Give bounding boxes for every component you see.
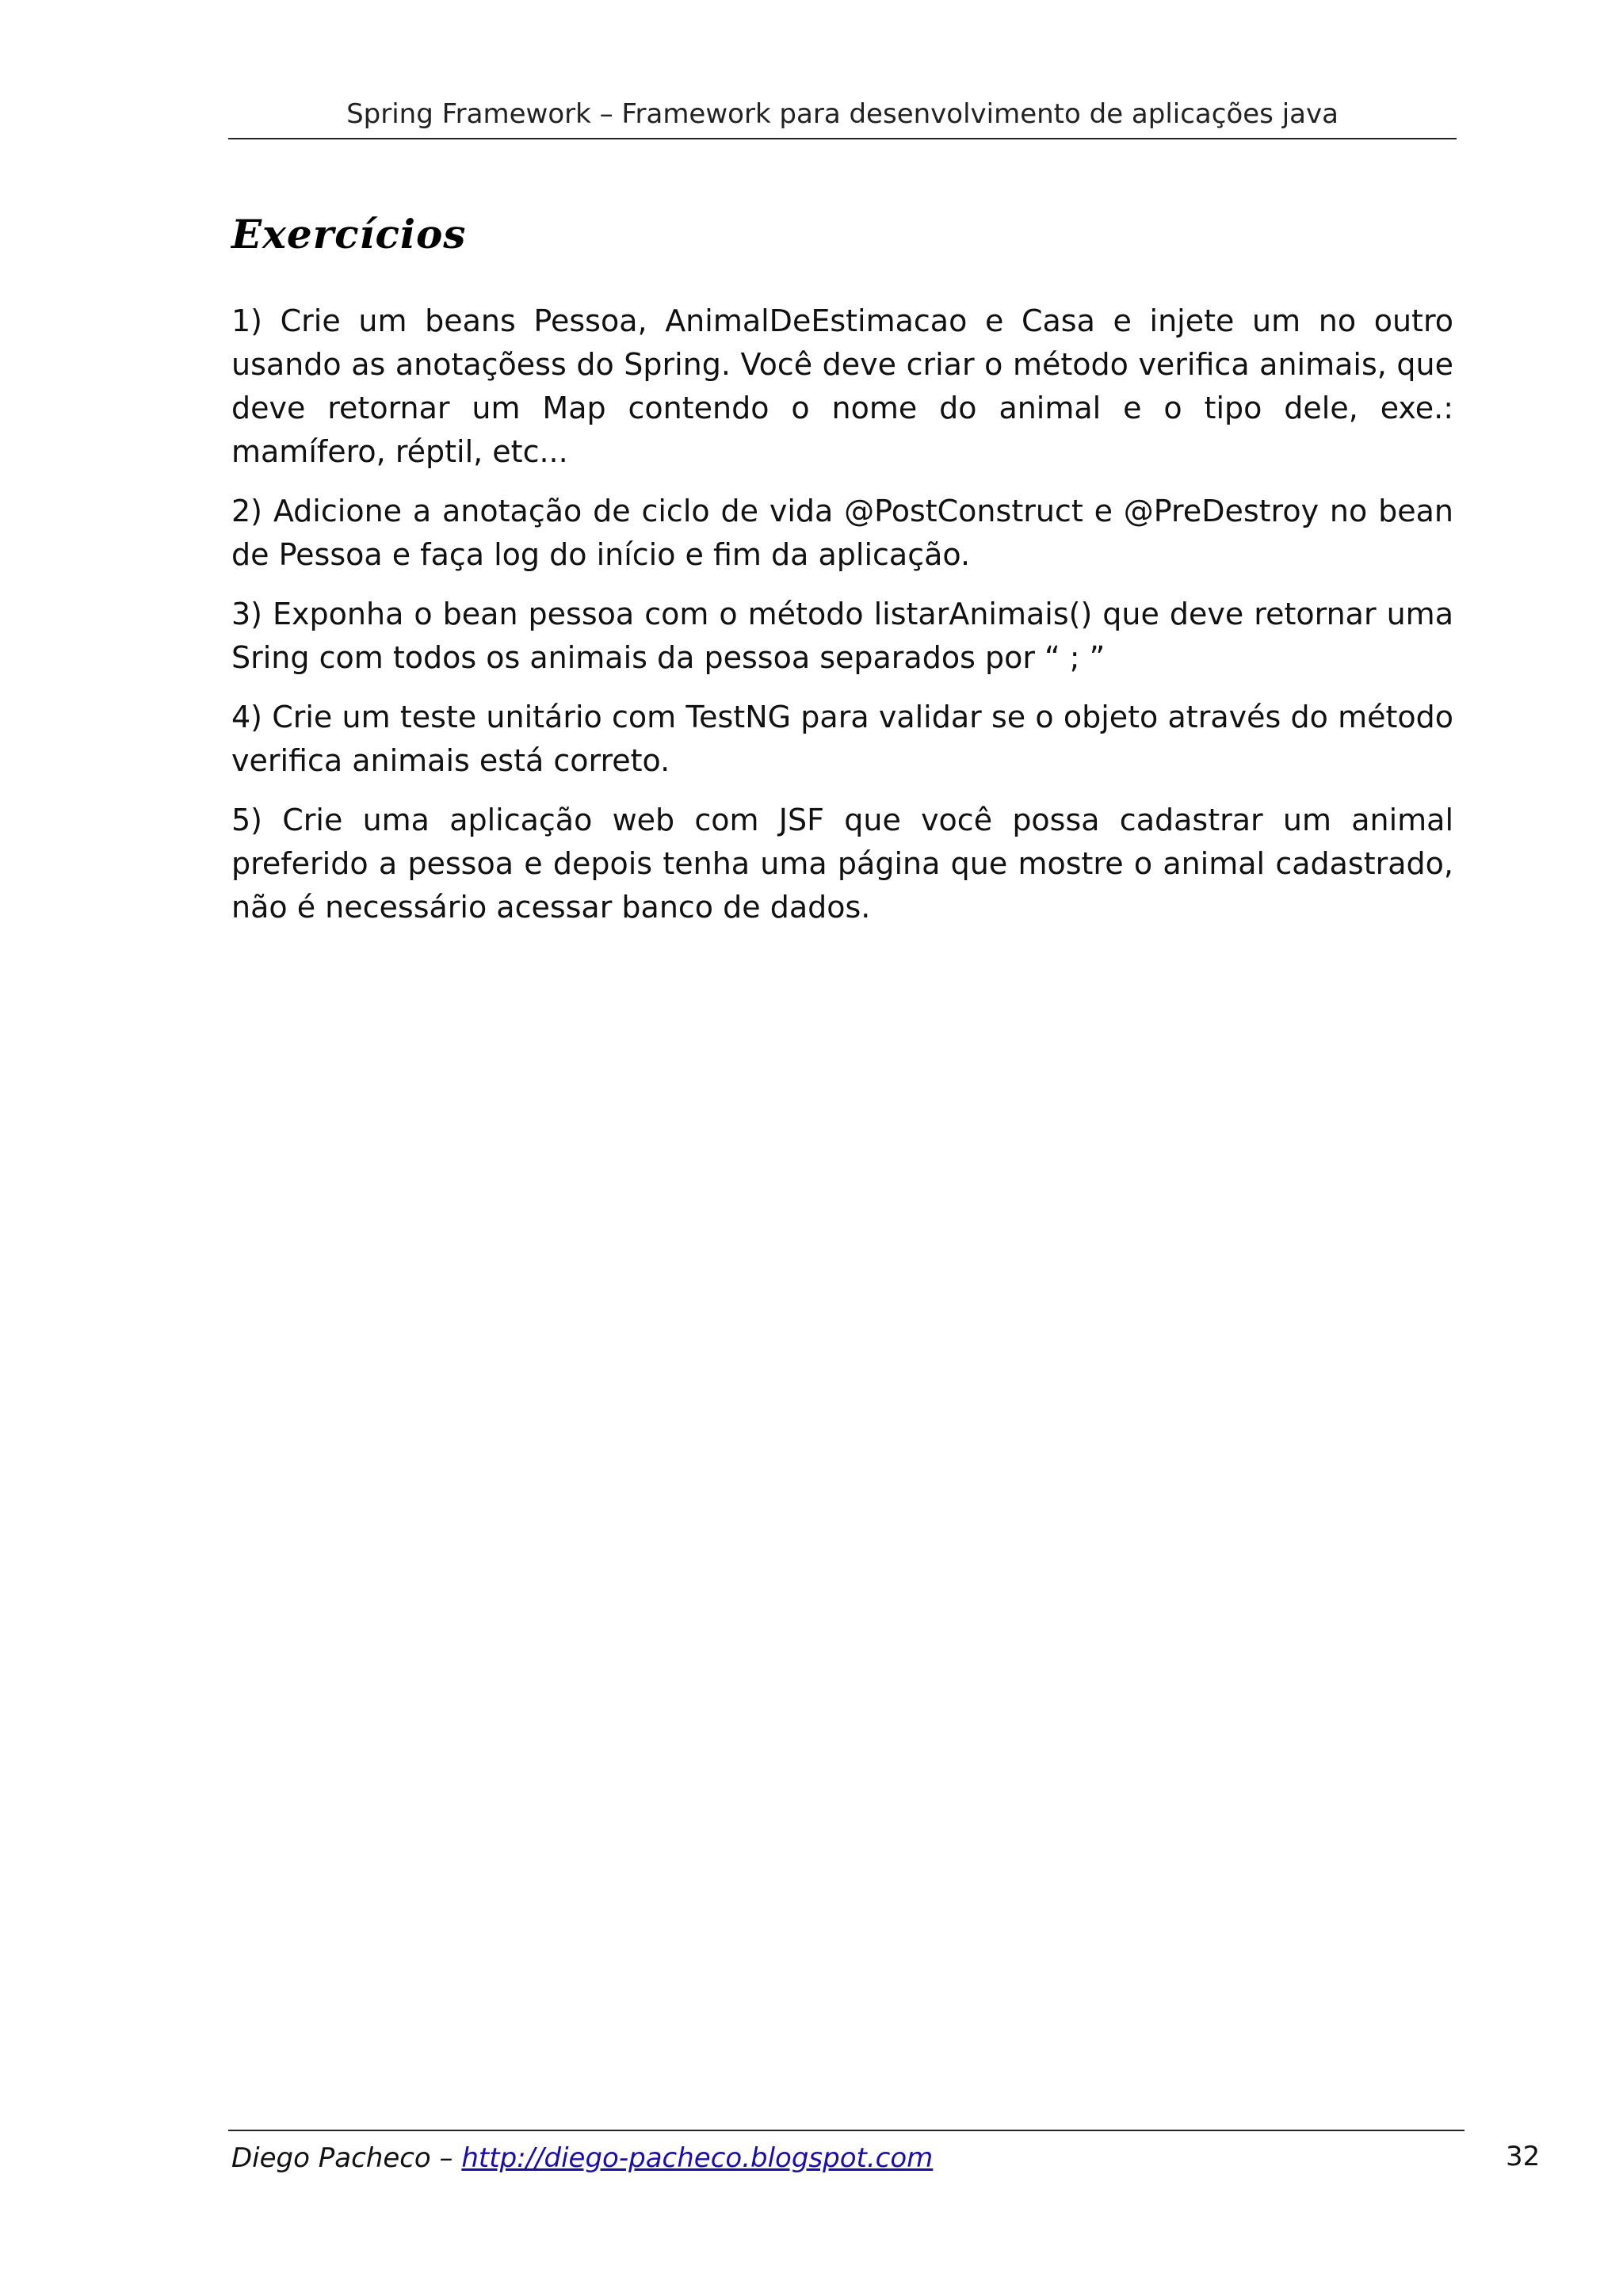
page-footer: [228, 2130, 1465, 2174]
blog-link[interactable]: http://diego-pacheco.blogspot.com: [461, 2142, 934, 2174]
page-header: [228, 93, 1457, 139]
footer-credit: [231, 2142, 933, 2174]
footer-author: Diego Pacheco –: [231, 2142, 462, 2174]
exercise-list: [231, 299, 1453, 945]
page-number: 32: [1506, 2141, 1541, 2172]
exercise-item: 1) Crie um beans Pessoa, AnimalDeEstimacao e Casa e injete um no outro usando as anotaçõess do Spring. Você deve criar o método verifica animais, que deve retornar um Map contendo o nome do animal e o tipo dele, exe.: mamífero, réptil, etc...: [231, 303, 1453, 469]
exercise-item: 5) Crie uma aplicação web com JSF que você possa cadastrar um animal preferido a pessoa e depois tenha uma página que mostre o animal cadastrado, não é necessário acessar banco de dados.: [231, 803, 1453, 925]
exercise-item: 3) Exponha o bean pessoa com o método listarAnimais() que deve retornar uma Sring com todos os animais da pessoa separados por “ ; ”: [231, 597, 1453, 675]
exercise-item: 4) Crie um teste unitário com TestNG para validar se o objeto através do método verifica animais está correto.: [231, 700, 1453, 778]
section-title: Exercícios: [231, 211, 467, 257]
header-title: Spring Framework – Framework para desenvolvimento de aplicações java: [346, 98, 1338, 130]
exercise-item: 2) Adicione a anotação de ciclo de vida @PostConstruct e @PreDestroy no bean de Pessoa e faça log do início e fim da aplicação.: [231, 494, 1453, 572]
